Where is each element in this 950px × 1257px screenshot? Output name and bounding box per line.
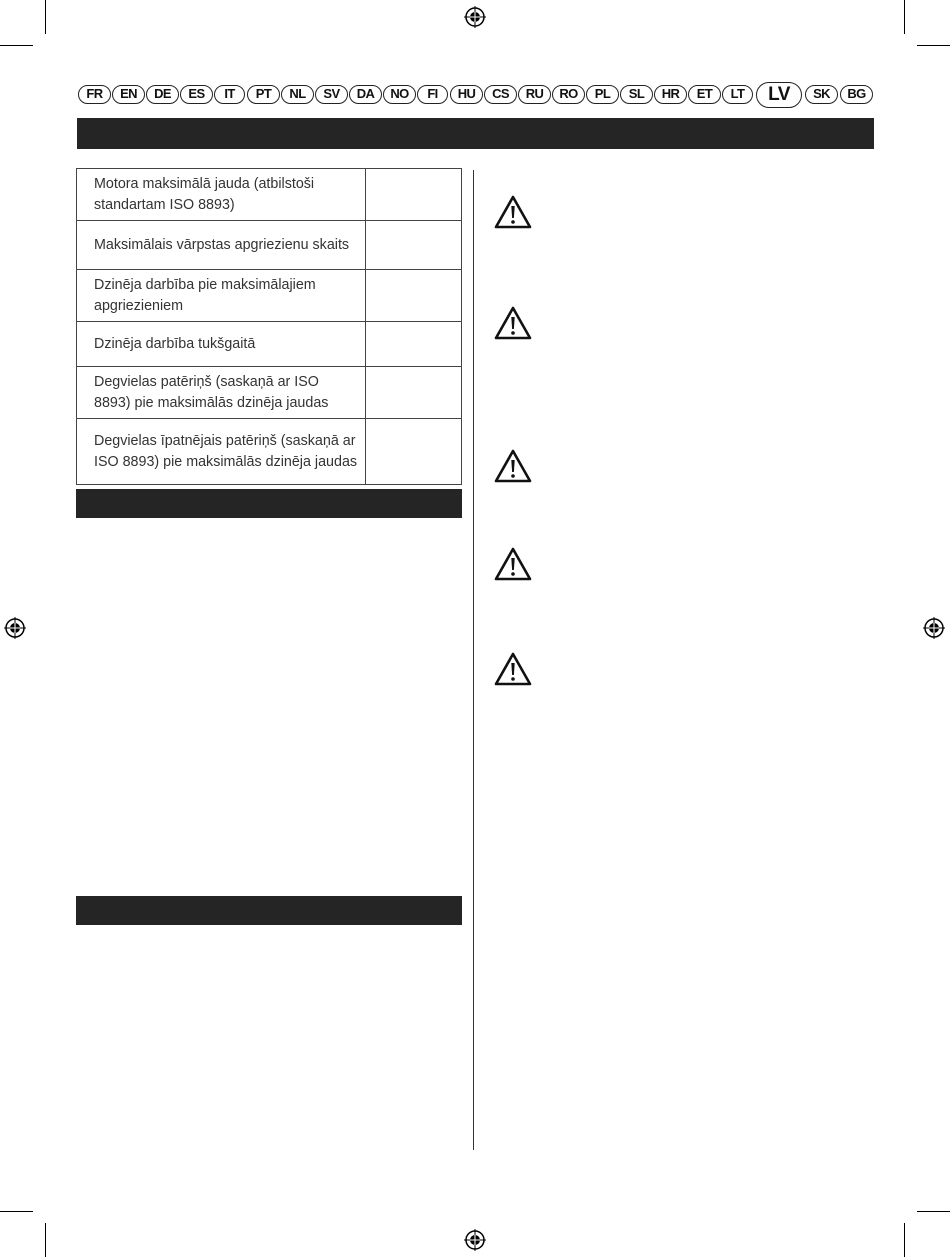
- table-row: [77, 221, 462, 270]
- language-selector: [78, 82, 874, 110]
- lang-tab-pl[interactable]: PL: [586, 85, 619, 104]
- section-header-bar: [76, 489, 462, 518]
- lang-tab-it[interactable]: IT: [214, 85, 245, 104]
- lang-tab-no[interactable]: NO: [383, 85, 416, 104]
- crop-mark-top-right-h: [917, 45, 950, 46]
- crop-mark-top-left-h: [0, 45, 33, 46]
- spec-value: [366, 169, 462, 221]
- lang-tab-ru[interactable]: RU: [518, 85, 551, 104]
- spec-label: Motora maksimālā jauda (atbilstoši standartam ISO 8893): [77, 169, 366, 221]
- table-row: [77, 419, 462, 485]
- spec-label: Dzinēja darbība tukšgaitā: [77, 322, 366, 367]
- registration-mark-icon: [464, 1229, 486, 1251]
- table-row: [77, 367, 462, 419]
- table-row: [77, 169, 462, 221]
- crop-mark-bottom-right-v: [904, 1223, 905, 1257]
- warning-triangle-icon: [493, 651, 533, 687]
- spec-label: Maksimālais vārpstas apgriezienu skaits: [77, 221, 366, 270]
- table-row: [77, 270, 462, 322]
- lang-tab-sl[interactable]: SL: [620, 85, 653, 104]
- lang-tab-pt[interactable]: PT: [247, 85, 280, 104]
- spec-value: [366, 419, 462, 485]
- lang-tab-nl[interactable]: NL: [281, 85, 314, 104]
- specifications-table: [76, 168, 462, 485]
- warning-triangle-icon: [493, 305, 533, 341]
- lang-tab-bg[interactable]: BG: [840, 85, 873, 104]
- lang-tab-hu[interactable]: HU: [450, 85, 483, 104]
- lang-tab-fr[interactable]: FR: [78, 85, 111, 104]
- spec-label: Dzinēja darbība pie maksimālajiem apgriezieniem: [77, 270, 366, 322]
- section-header-bar: [76, 896, 462, 925]
- spec-label: Degvielas īpatnējais patēriņš (saskaņā ar ISO 8893) pie maksimālās dzinēja jaudas: [77, 419, 366, 485]
- lang-tab-de[interactable]: DE: [146, 85, 179, 104]
- lang-tab-hr[interactable]: HR: [654, 85, 687, 104]
- lang-tab-et[interactable]: ET: [688, 85, 721, 104]
- crop-mark-top-left-v: [45, 0, 46, 34]
- warning-triangle-icon: [493, 448, 533, 484]
- warning-triangle-icon: [493, 194, 533, 230]
- page-header-bar: [77, 118, 874, 149]
- lang-tab-sk[interactable]: SK: [805, 85, 838, 104]
- lang-tab-sv[interactable]: SV: [315, 85, 348, 104]
- lang-tab-cs[interactable]: CS: [484, 85, 517, 104]
- spec-label: Degvielas patēriņš (saskaņā ar ISO 8893) pie maksimālās dzinēja jaudas: [77, 367, 366, 419]
- lang-tab-lv[interactable]: LV: [756, 82, 802, 108]
- lang-tab-es[interactable]: ES: [180, 85, 213, 104]
- spec-value: [366, 367, 462, 419]
- crop-mark-bottom-left-h: [0, 1211, 33, 1212]
- table-row: [77, 322, 462, 367]
- warning-triangle-icon: [493, 546, 533, 582]
- registration-mark-icon: [464, 6, 486, 28]
- crop-mark-bottom-left-v: [45, 1223, 46, 1257]
- lang-tab-fi[interactable]: FI: [417, 85, 448, 104]
- spec-value: [366, 270, 462, 322]
- spec-value: [366, 322, 462, 367]
- lang-tab-da[interactable]: DA: [349, 85, 382, 104]
- crop-mark-top-right-v: [904, 0, 905, 34]
- spec-value: [366, 221, 462, 270]
- crop-mark-bottom-right-h: [917, 1211, 950, 1212]
- lang-tab-en[interactable]: EN: [112, 85, 145, 104]
- lang-tab-ro[interactable]: RO: [552, 85, 585, 104]
- registration-mark-icon: [923, 617, 945, 639]
- registration-mark-icon: [4, 617, 26, 639]
- column-divider: [473, 170, 474, 1150]
- lang-tab-lt[interactable]: LT: [722, 85, 753, 104]
